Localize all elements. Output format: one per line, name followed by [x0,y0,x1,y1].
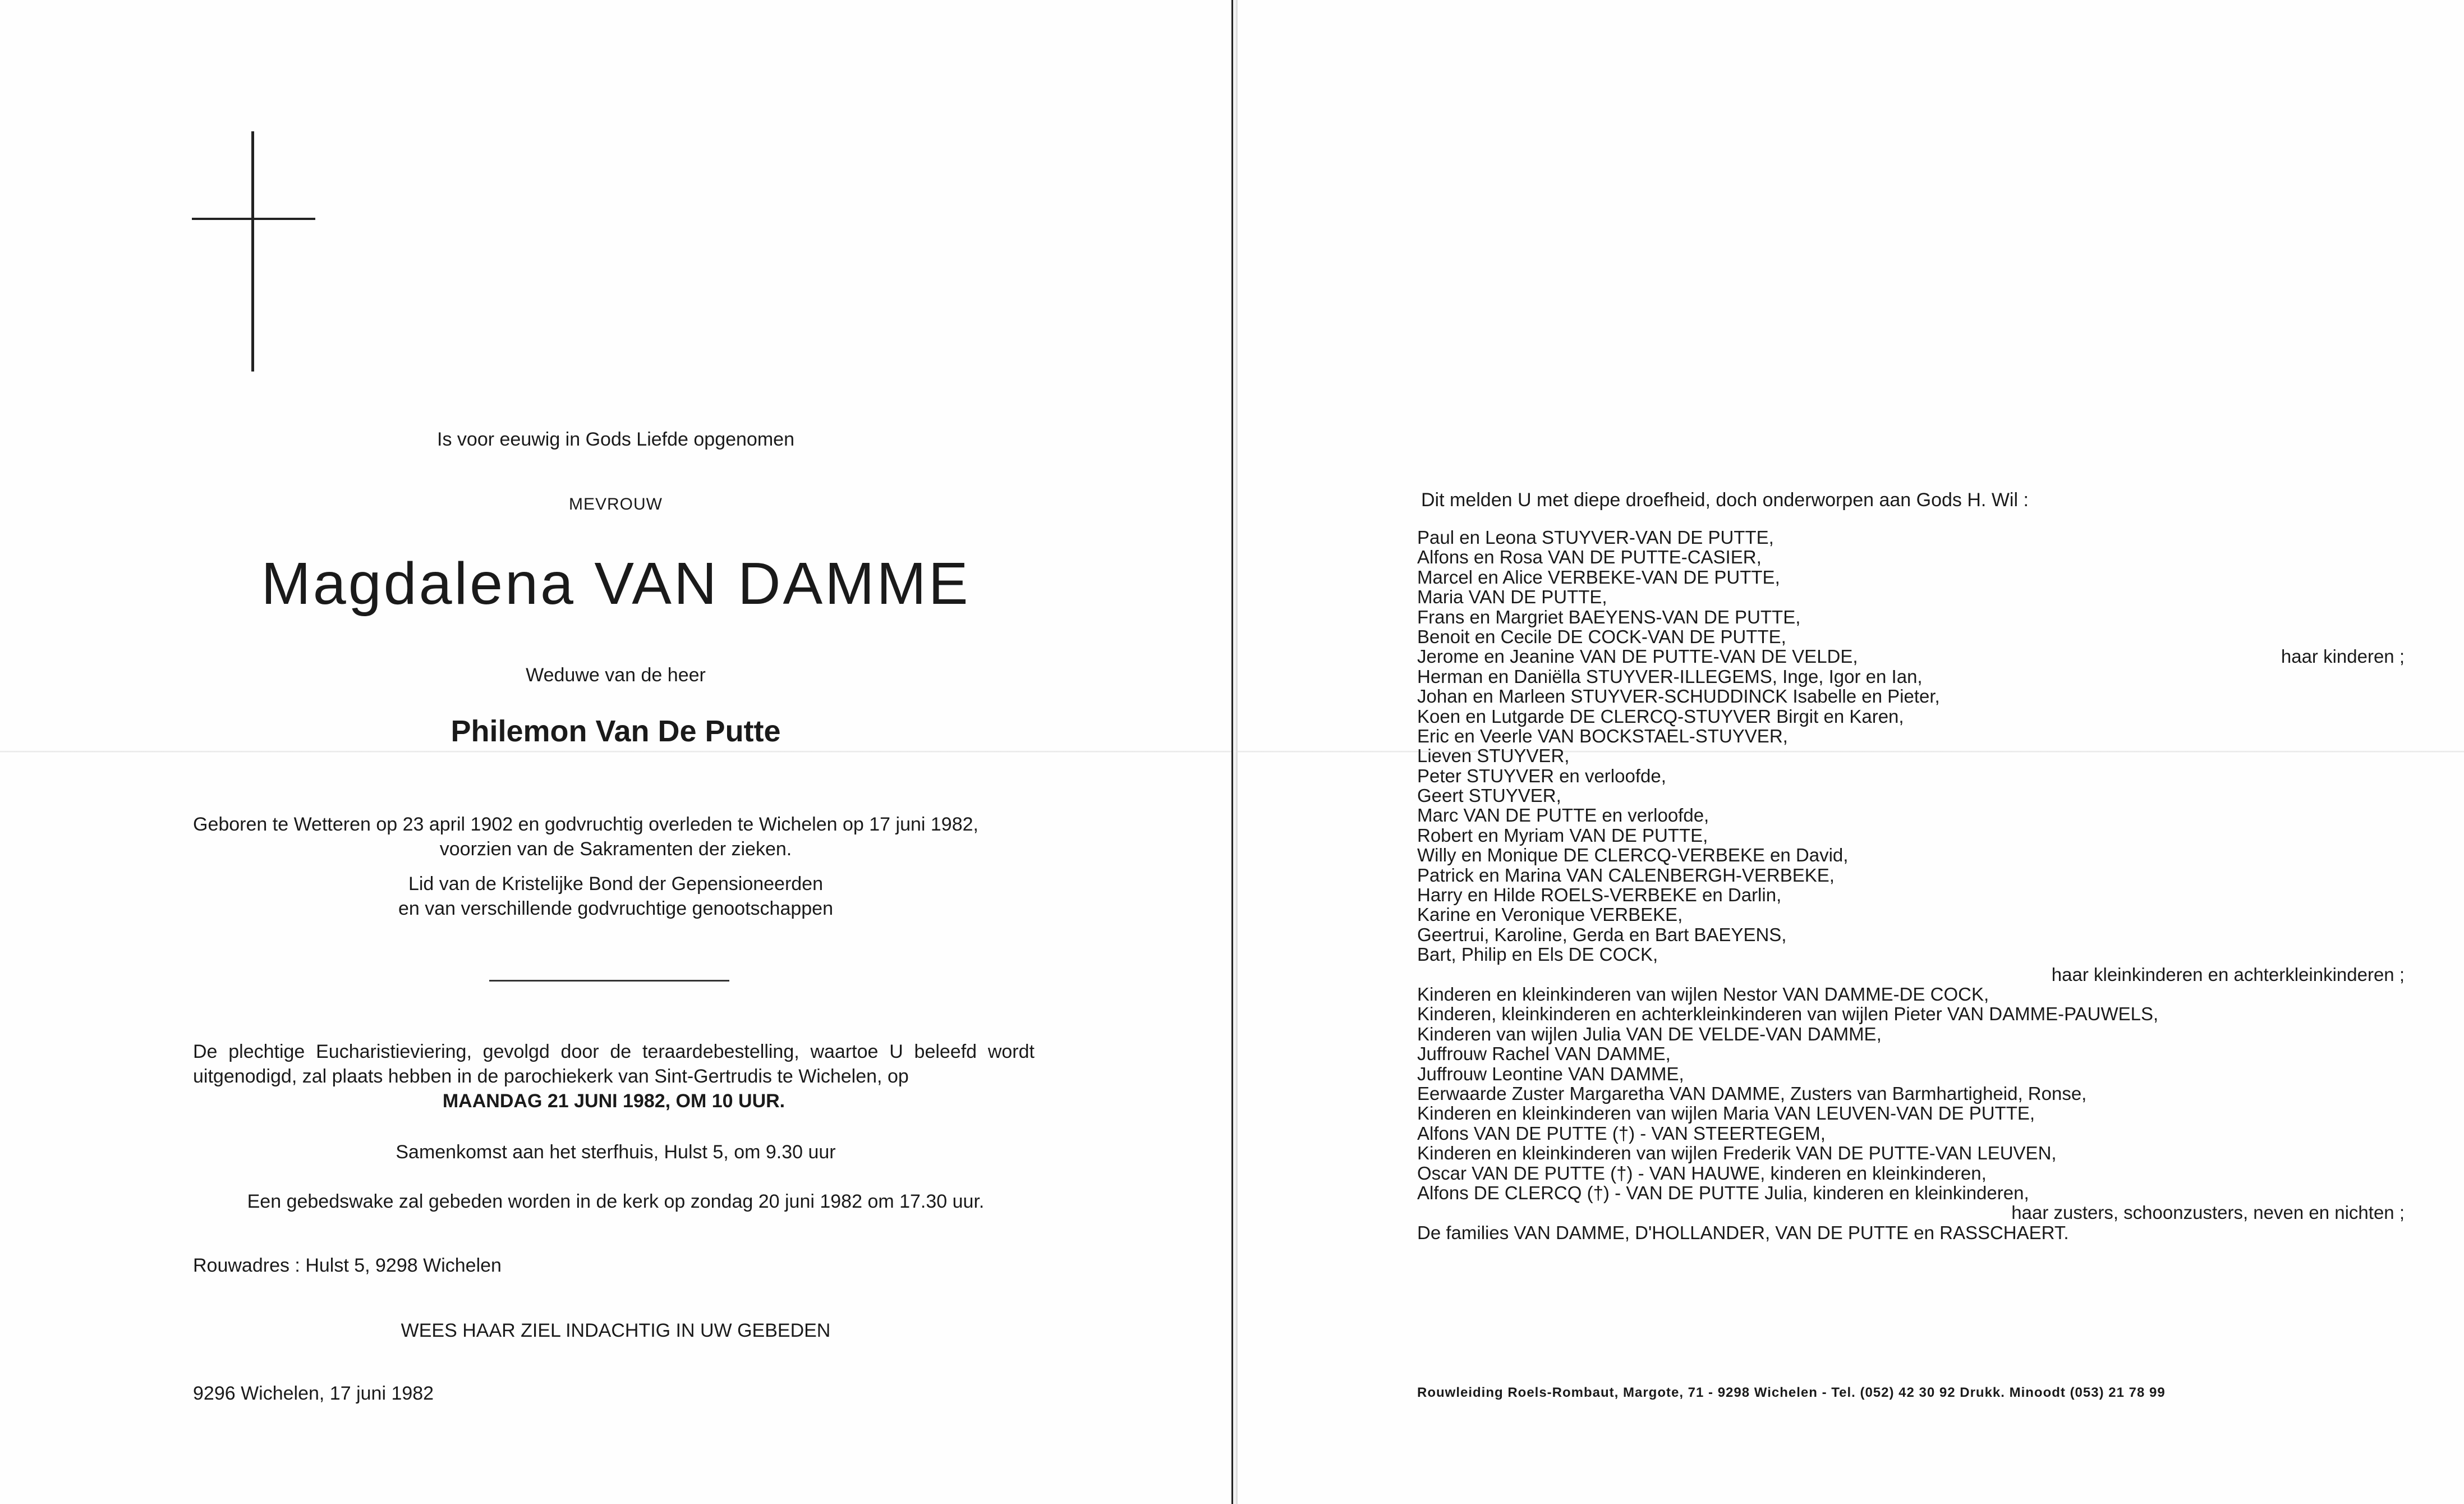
family-row-text: Eerwaarde Zuster Margaretha VAN DAMME, Zusters van Barmhartigheid, Ronse, [1417,1083,2087,1104]
family-row [1417,1163,2405,1183]
family-row-text: Maria VAN DE PUTTE, [1417,586,1607,608]
family-row-text: Frans en Margriet BAEYENS-VAN DE PUTTE, [1417,606,1801,627]
family-row [1417,944,2405,964]
family-row-text: Alfons VAN DE PUTTE (†) - VAN STEERTEGEM, [1417,1122,1826,1144]
family-row [1417,1143,2405,1163]
family-row [1417,686,2405,706]
family-row-text: Bart, Philip en Els DE COCK, [1417,944,1658,965]
meeting-text: Samenkomst aan het sterfhuis, Hulst 5, om 9.30 uur [396,1141,836,1163]
title-text: MEVROUW [569,495,663,513]
family-row-text: Marcel en Alice VERBEKE-VAN DE PUTTE, [1417,566,1780,588]
fold-line [0,751,1231,753]
family-row [1417,865,2405,885]
family-row [1417,905,2405,924]
family-row [1417,646,2405,666]
family-row-text: Lieven STUYVER, [1417,745,1570,767]
family-row-text: Juffrouw Rachel VAN DAMME, [1417,1043,1671,1065]
prayer-text: WEES HAAR ZIEL INDACHTIG IN UW GEBEDEN [401,1320,831,1341]
family-row-text: Geert STUYVER, [1417,785,1561,806]
family-row [1417,1183,2405,1203]
born-line-1: Geboren te Wetteren op 23 april 1902 en godvruchtig overleden te Wichelen op 17 juni 1982, [193,814,978,835]
family-row [1417,707,2405,726]
family-row-text: Alfons DE CLERCQ (†) - VAN DE PUTTE Julia, kinderen en kleinkinderen, [1417,1182,2029,1203]
family-row-text: Kinderen van wijlen Julia VAN DE VELDE-VAN DAMME, [1417,1023,1882,1044]
family-row [1417,746,2405,765]
address-text: Rouwadres : Hulst 5, 9298 Wichelen [193,1255,502,1276]
funeral-director-footer: Rouwleiding Roels-Rombaut, Margote, 71 - 9298 Wichelen - Tel. (052) 42 30 92 Drukk. Minoodt (053) 21 78 99 [1417,1385,2166,1400]
born-line-2: voorzien van de Sakramenten der zieken. [439,838,792,860]
family-row-text: Marc VAN DE PUTTE en verloofde, [1417,805,1709,826]
family-row [1417,547,2405,567]
announcement-intro: Dit melden U met diepe droefheid, doch onderworpen aan Gods H. Wil : [1421,489,2029,511]
divider-line [489,980,729,982]
family-row [1417,766,2405,786]
family-row-text: Harry en Hilde ROELS-VERBEKE en Darlin, [1417,884,1782,906]
family-row [1417,845,2405,865]
place-date-text: 9296 Wichelen, 17 juni 1982 [193,1383,434,1404]
family-row-text: Kinderen en kleinkinderen van wijlen Frederik VAN DE PUTTE-VAN LEUVEN, [1417,1143,2057,1164]
family-row [1417,1103,2405,1123]
family-row [1417,1203,2405,1222]
family-row-text: Peter STUYVER en verloofde, [1417,765,1666,786]
family-row [1417,587,2405,607]
widow-of-text: Weduwe van de heer [526,664,706,686]
family-row [1417,1124,2405,1143]
family-row [1417,965,2405,984]
intro-text: Is voor eeuwig in Gods Liefde opgenomen [437,429,794,450]
family-row-text: Patrick en Marina VAN CALENBERGH-VERBEKE, [1417,864,1835,886]
family-row [1417,925,2405,944]
family-row [1417,984,2405,1004]
family-row-text: De families VAN DAMME, D'HOLLANDER, VAN DE PUTTE en RASSCHAERT. [1417,1222,2069,1243]
family-row-text: Kinderen en kleinkinderen van wijlen Nestor VAN DAMME-DE COCK, [1417,983,1989,1005]
family-row [1417,1223,2405,1242]
family-row-text: Geertrui, Karoline, Gerda en Bart BAEYENS, [1417,924,1787,945]
deceased-name: Magdalena VAN DAMME [261,551,971,617]
family-row [1417,567,2405,587]
ceremony-paragraph [193,1039,1035,1113]
family-row-text: Willy en Monique DE CLERCQ-VERBEKE en David, [1417,845,1849,866]
ceremony-date: MAANDAG 21 JUNI 1982, OM 10 UUR. [442,1090,785,1112]
family-row-text: Paul en Leona STUYVER-VAN DE PUTTE, [1417,527,1774,548]
member-line-1: Lid van de Kristelijke Bond der Gepensioneerden [408,873,824,895]
family-row-text: Johan en Marleen STUYVER-SCHUDDINCK Isabelle en Pieter, [1417,686,1940,707]
family-row [1417,1064,2405,1084]
family-row [1417,885,2405,905]
family-row-text: Kinderen en kleinkinderen van wijlen Maria VAN LEUVEN-VAN DE PUTTE, [1417,1103,2035,1124]
family-row [1417,786,2405,805]
family-row-text: Herman en Daniëlla STUYVER-ILLEGEMS, Inge, Igor en Ian, [1417,666,1923,687]
family-row [1417,627,2405,646]
family-row [1417,726,2405,746]
family-row-relation: haar kinderen ; [2281,646,2405,667]
family-row [1417,1004,2405,1024]
family-row-text: Koen en Lutgarde DE CLERCQ-STUYVER Birgit en Karen, [1417,705,1904,727]
family-row [1417,667,2405,686]
vigil-text: Een gebedswake zal gebeden worden in de kerk op zondag 20 juni 1982 om 17.30 uur. [247,1191,985,1212]
family-row-text: Kinderen, kleinkinderen en achterkleinkinderen van wijlen Pieter VAN DAMME-PAUWELS, [1417,1003,2159,1025]
family-row [1417,1084,2405,1103]
family-row-text: Eric en Veerle VAN BOCKSTAEL-STUYVER, [1417,725,1788,746]
family-row [1417,528,2405,547]
family-row [1417,826,2405,845]
family-row [1417,805,2405,825]
right-page [1236,0,2464,1504]
family-row-text: Robert en Myriam VAN DE PUTTE, [1417,824,1708,846]
family-row-text: Benoit en Cecile DE COCK-VAN DE PUTTE, [1417,626,1786,647]
family-row [1417,607,2405,627]
family-row-text: Jerome en Jeanine VAN DE PUTTE-VAN DE VELDE, [1417,646,1858,667]
member-line-2: en van verschillende godvruchtige genootschappen [398,898,833,919]
family-row-text: Juffrouw Leontine VAN DAMME, [1417,1063,1684,1084]
family-row-text: Alfons en Rosa VAN DE PUTTE-CASIER, [1417,547,1762,568]
family-row-text: Karine en Veronique VERBEKE, [1417,904,1683,925]
family-row-text: Oscar VAN DE PUTTE (†) - VAN HAUWE, kinderen en kleinkinderen, [1417,1162,1987,1184]
family-row [1417,1044,2405,1063]
family-list [1417,528,2405,1242]
husband-name: Philemon Van De Putte [450,714,781,748]
family-row-relation: haar kleinkinderen en achterkleinkinderen ; [2051,964,2405,985]
family-row [1417,1024,2405,1044]
family-row-relation: haar zusters, schoonzusters, neven en nichten ; [2011,1202,2405,1223]
ceremony-text: De plechtige Eucharistieviering, gevolgd door de teraardebestelling, waartoe U beleefd wordt uitgenodigd, zal plaats hebben in de parochiekerk van Sint-Gertrudis te Wichelen, op [193,1041,1035,1087]
